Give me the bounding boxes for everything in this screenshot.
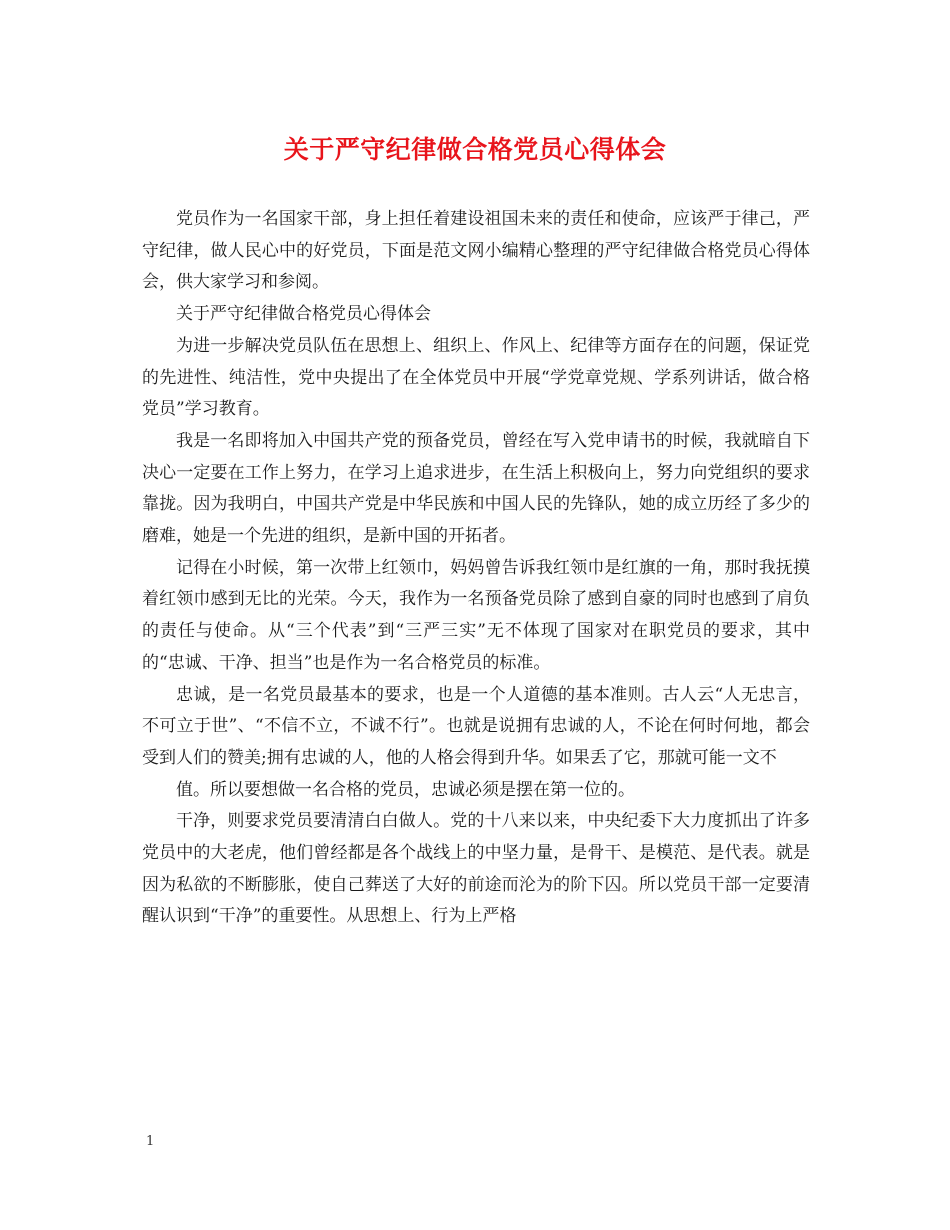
page-number: 1 (146, 1134, 155, 1149)
paragraph-loyalty: 忠诚，是一名党员最基本的要求，也是一个人道德的基本准则。古人云“人无忠言，不可立于世”、“不信不立，不诚不行”。也就是说拥有忠诚的人，不论在何时何地，都会受到人们的赞美;拥有忠诚的人，他的人格会得到升华。如果丢了它，那就可能一文不 (142, 684, 810, 768)
paragraph-personal: 我是一名即将加入中国共产党的预备党员，曾经在写入党申请书的时候，我就暗自下决心一定要在工作上努力，在学习上追求进步，在生活上积极向上，努力向党组织的要求靠拢。因为我明白，中国共产党是中华民族和中国人民的先锋队，她的成立历经了多少的磨难，她是一个先进的组织，是新中国的开拓者。 (142, 430, 810, 547)
paragraph-subtitle: 关于严守纪律做合格党员心得体会 (176, 304, 431, 325)
paragraph-memory: 记得在小时候，第一次带上红领巾，妈妈曾告诉我红领巾是红旗的一角，那时我抚摸着红领巾感到无比的光荣。今天，我作为一名预备党员除了感到自豪的同时也感到了肩负的责任与使命。从“三个代表”到“三严三实”无不体现了国家对在职党员的要求，其中的“忠诚、干净、担当”也是作为一名合格党员的标准。 (142, 557, 810, 673)
document-body (142, 204, 810, 933)
paragraph-loyalty-cont: 值。所以要想做一名合格的党员，忠诚必须是摆在第一位的。 (176, 779, 635, 800)
paragraph-background: 为进一步解决党员队伍在思想上、组织上、作风上、纪律等方面存在的问题，保证党的先进性、纯洁性，党中央提出了在全体党员中开展“学党章党规、学系列讲话，做合格党员”学习教育。 (142, 335, 810, 420)
document-title: 关于严守纪律做合格党员心得体会 (283, 135, 667, 164)
paragraph-intro: 党员作为一名国家干部，身上担任着建设祖国未来的责任和使命，应该严于律己，严守纪律，做人民心中的好党员，下面是范文网小编精心整理的严守纪律做合格党员心得体会，供大家学习和参阅。 (142, 209, 810, 293)
paragraph-clean: 干净，则要求党员要清清白白做人。党的十八来以来，中央纪委下大力度抓出了许多党员中的大老虎，他们曾经都是各个战线上的中坚力量，是骨干、是模范、是代表。就是因为私欲的不断膨胀，使自己葬送了大好的前途而沦为的阶下囚。所以党员干部一定要清醒认识到“干净”的重要性。从思想上、行为上严格 (142, 811, 810, 927)
